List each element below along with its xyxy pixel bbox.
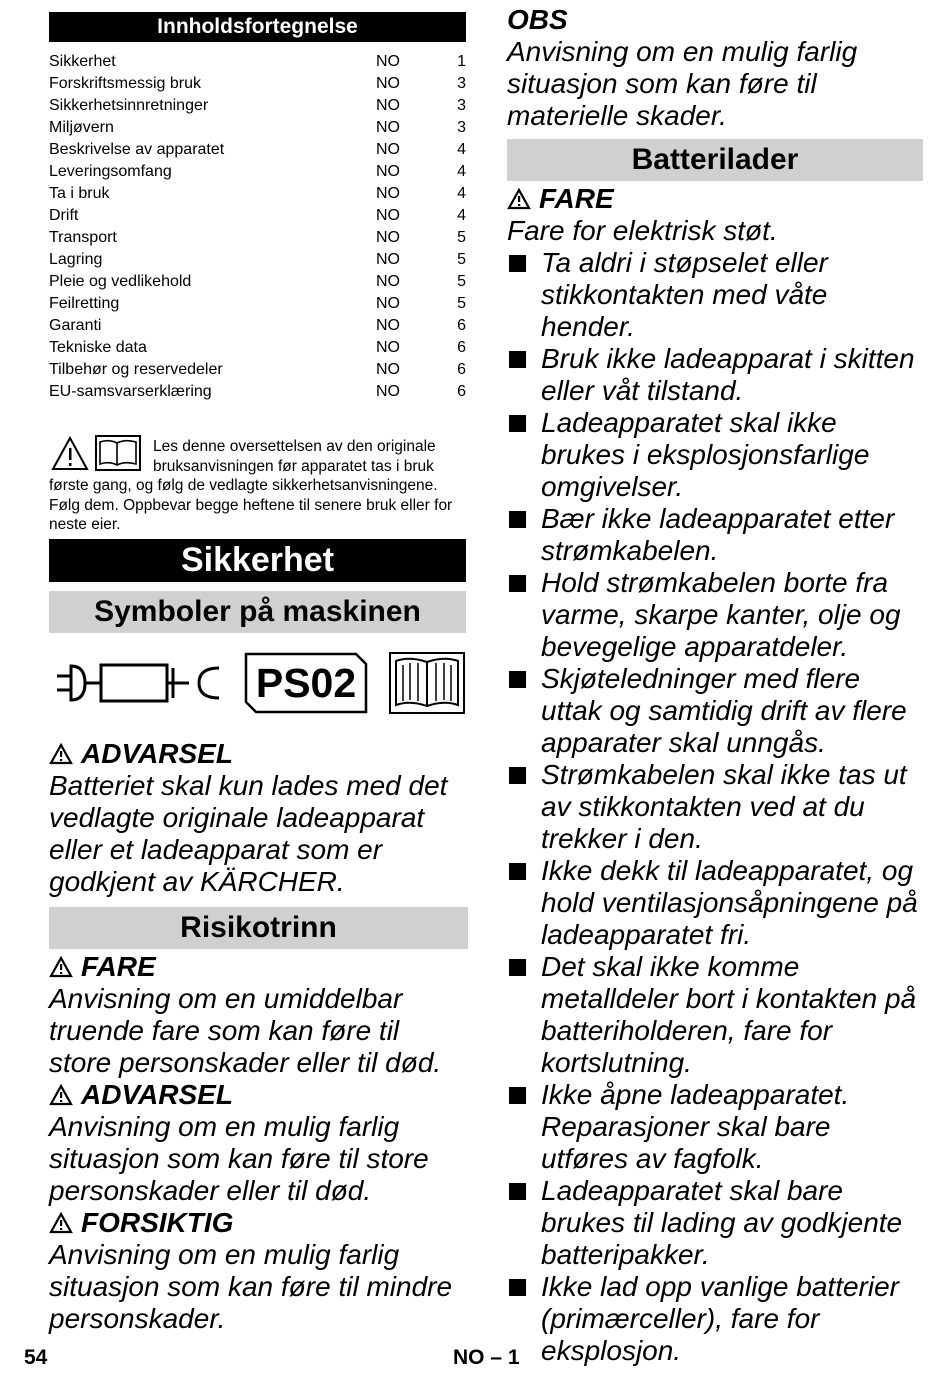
toc-entry-page: 3 — [457, 119, 466, 136]
toc-row — [49, 293, 466, 315]
toc-entry-lang: NO — [376, 97, 400, 114]
list-item — [507, 247, 923, 343]
list-item-text: Bær ikke ladeapparatet etter strømkabelen. — [541, 503, 895, 566]
toc-entry-page: 3 — [457, 75, 466, 92]
risk-heading-text: ADVARSEL — [81, 1078, 233, 1110]
section-title-charger: Batterilader — [507, 139, 923, 181]
intro-paragraph — [49, 437, 466, 535]
risk-heading-warning — [49, 1079, 466, 1111]
warning-triangle-icon — [49, 1212, 73, 1234]
warning-manual-icon — [49, 434, 149, 474]
list-item — [507, 407, 923, 503]
toc-row — [49, 161, 466, 183]
toc-row — [49, 381, 466, 403]
toc-entry-lang: NO — [376, 339, 400, 356]
list-item — [507, 663, 923, 759]
toc-entry-lang: NO — [376, 229, 400, 246]
toc-row — [49, 51, 466, 73]
warning-triangle-icon — [49, 956, 73, 978]
list-item-text: Hold strømkabelen borte fra varme, skarpe kanter, olje og bevegelige apparatdeler. — [541, 567, 901, 662]
list-item-text: Ta aldri i støpselet eller stikkontakten med våte hender. — [541, 247, 828, 342]
toc-entry-title: Lagring — [49, 251, 103, 268]
toc-entry-title: EU-samsvarserklæring — [49, 383, 212, 400]
toc-entry-title: Ta i bruk — [49, 185, 110, 202]
toc-row — [49, 227, 466, 249]
list-item — [507, 503, 923, 567]
toc-entry-lang: NO — [376, 185, 400, 202]
toc-entry-lang: NO — [376, 361, 400, 378]
charger-connection-icon — [49, 658, 224, 708]
charger-danger-heading-text: FARE — [539, 183, 614, 214]
toc-entry-title: Pleie og vedlikehold — [49, 273, 192, 290]
toc-entry-title: Leveringsomfang — [49, 163, 172, 180]
toc-row — [49, 337, 466, 359]
toc-row — [49, 315, 466, 337]
intro-text: Les denne oversettelsen av den originale bruksanvisningen før apparatet tas i bruk første gang, og følg de vedlagte sikkerhetsanvisningene. Følg dem. Oppbevar begge heftene til senere bruk eller for neste eier. — [49, 438, 453, 533]
toc-entry-title: Sikkerhet — [49, 53, 116, 70]
list-item — [507, 759, 923, 855]
toc-entry-title: Beskrivelse av apparatet — [49, 141, 225, 158]
toc-row — [49, 139, 466, 161]
toc-row — [49, 117, 466, 139]
toc-entry-page: 6 — [457, 339, 466, 356]
warning-triangle-icon — [507, 188, 531, 210]
toc-entry-lang: NO — [376, 119, 400, 136]
toc-entry-page: 4 — [457, 207, 466, 224]
warning-text: Batteriet skal kun lades med det vedlagte originale ladeapparat eller et ladeapparat som er godkjent av KÄRCHER. — [49, 769, 448, 897]
toc-row — [49, 359, 466, 381]
bullet-square-icon — [509, 959, 526, 976]
bullet-square-icon — [509, 863, 526, 880]
list-item-text: Det skal ikke komme metalldeler bort i kontakten på batteriholderen, fare for kortslutning. — [541, 951, 917, 1078]
list-item — [507, 1271, 923, 1367]
toc-row — [49, 183, 466, 205]
ps02-symbol — [244, 652, 368, 714]
toc-entry-page: 5 — [457, 229, 466, 246]
toc-entry-page: 5 — [457, 295, 466, 312]
list-item — [507, 1079, 923, 1175]
risk-heading-caution — [49, 1207, 466, 1239]
list-item — [507, 343, 923, 407]
toc-entry-page: 4 — [457, 185, 466, 202]
toc-entry-page: 3 — [457, 97, 466, 114]
toc-entry-lang: NO — [376, 317, 400, 334]
toc-entry-title: Feilretting — [49, 295, 120, 312]
list-item — [507, 951, 923, 1079]
list-item — [507, 855, 923, 951]
toc-entry-lang: NO — [376, 207, 400, 224]
left-column — [49, 12, 466, 1335]
toc-entry-title: Tekniske data — [49, 339, 147, 356]
toc-list — [49, 51, 466, 403]
toc-entry-lang: NO — [376, 295, 400, 312]
toc-entry-title: Miljøvern — [49, 119, 114, 136]
toc-entry-page: 5 — [457, 251, 466, 268]
right-column — [507, 4, 923, 1367]
section-title-symbols: Symboler på maskinen — [49, 591, 466, 633]
charger-danger-heading — [507, 183, 923, 215]
section-title-safety: Sikkerhet — [49, 539, 466, 582]
toc-entry-page: 6 — [457, 361, 466, 378]
toc-row — [49, 205, 466, 227]
toc-entry-title: Sikkerhetsinnretninger — [49, 97, 209, 114]
warning-triangle-icon — [49, 743, 73, 765]
list-item-text: Ikke dekk til ladeapparatet, og hold ventilasjonsåpningene på ladeapparatet fri. — [541, 855, 918, 950]
toc-entry-lang: NO — [376, 53, 400, 70]
toc-row — [49, 73, 466, 95]
risk-heading-text: FARE — [81, 950, 156, 982]
list-item-text: Skjøteledninger med flere uttak og samtidig drift av flere apparater skal unngås. — [541, 663, 907, 758]
warning-heading — [49, 738, 466, 770]
list-item-text: Ladeapparatet skal ikke brukes i eksplosjonsfarlige omgivelser. — [541, 407, 870, 502]
obs-heading-text: OBS — [507, 4, 568, 35]
list-item — [507, 567, 923, 663]
bullet-square-icon — [509, 671, 526, 688]
toc-entry-lang: NO — [376, 75, 400, 92]
bullet-square-icon — [509, 1279, 526, 1296]
toc-entry-page: 1 — [457, 53, 466, 70]
toc-entry-title: Drift — [49, 207, 79, 224]
bullet-square-icon — [509, 1087, 526, 1104]
bullet-square-icon — [509, 415, 526, 432]
risk-text: Anvisning om en umiddelbar truende fare som kan føre til store personskader eller til død. — [49, 982, 442, 1078]
toc-entry-title: Garanti — [49, 317, 102, 334]
list-item-text: Ladeapparatet skal bare brukes til lading av godkjente batteripakker. — [541, 1175, 903, 1270]
risk-heading-text: FORSIKTIG — [81, 1206, 234, 1238]
toc-row — [49, 249, 466, 271]
section-code: NO – 1 — [453, 1346, 520, 1369]
section-title-risk: Risikotrinn — [49, 907, 468, 949]
toc-entry-title: Forskriftsmessig bruk — [49, 75, 202, 92]
list-item-text: Ikke lad opp vanlige batterier (primærceller), fare for eksplosjon. — [541, 1271, 899, 1366]
intro-icons — [49, 434, 149, 474]
warning-triangle-icon — [49, 1084, 73, 1106]
list-item-text: Strømkabelen skal ikke tas ut av stikkontakten ved at du trekker i den. — [541, 759, 907, 854]
list-item — [507, 1175, 923, 1271]
bullet-square-icon — [509, 1183, 526, 1200]
toc-entry-lang: NO — [376, 383, 400, 400]
charger-intro: Fare for elektrisk støt. — [507, 215, 778, 246]
manual-book-icon — [388, 651, 466, 715]
toc-entry-page: 6 — [457, 383, 466, 400]
machine-symbols — [49, 650, 466, 716]
toc-entry-lang: NO — [376, 273, 400, 290]
list-item-text: Ikke åpne ladeapparatet. Reparasjoner skal bare utføres av fagfolk. — [541, 1079, 850, 1174]
toc-entry-lang: NO — [376, 141, 400, 158]
toc-row — [49, 271, 466, 293]
toc-entry-page: 4 — [457, 141, 466, 158]
toc-row — [49, 95, 466, 117]
bullet-square-icon — [509, 255, 526, 272]
page-number: 54 — [24, 1346, 48, 1369]
bullet-square-icon — [509, 767, 526, 784]
bullet-square-icon — [509, 351, 526, 368]
toc-entry-title: Transport — [49, 229, 117, 246]
toc-entry-title: Tilbehør og reservedeler — [49, 361, 223, 378]
toc-entry-lang: NO — [376, 251, 400, 268]
bullet-square-icon — [509, 511, 526, 528]
ps02-label: PS02 — [255, 659, 357, 706]
toc-entry-page: 4 — [457, 163, 466, 180]
risk-heading-danger — [49, 951, 466, 983]
obs-heading — [507, 4, 923, 36]
toc-entry-page: 6 — [457, 317, 466, 334]
charger-safety-list — [507, 247, 923, 1367]
risk-text: Anvisning om en mulig farlig situasjon som kan føre til mindre personskader. — [49, 1238, 453, 1334]
risk-text: Anvisning om en mulig farlig situasjon som kan føre til store personskader eller til død. — [49, 1110, 429, 1206]
obs-text: Anvisning om en mulig farlig situasjon som kan føre til materielle skader. — [507, 36, 858, 131]
toc-title: Innholdsfortegnelse — [49, 12, 466, 42]
warning-heading-text: ADVARSEL — [81, 737, 233, 769]
list-item-text: Bruk ikke ladeapparat i skitten eller våt tilstand. — [541, 343, 915, 406]
toc-entry-page: 5 — [457, 273, 466, 290]
toc-entry-lang: NO — [376, 163, 400, 180]
bullet-square-icon — [509, 575, 526, 592]
